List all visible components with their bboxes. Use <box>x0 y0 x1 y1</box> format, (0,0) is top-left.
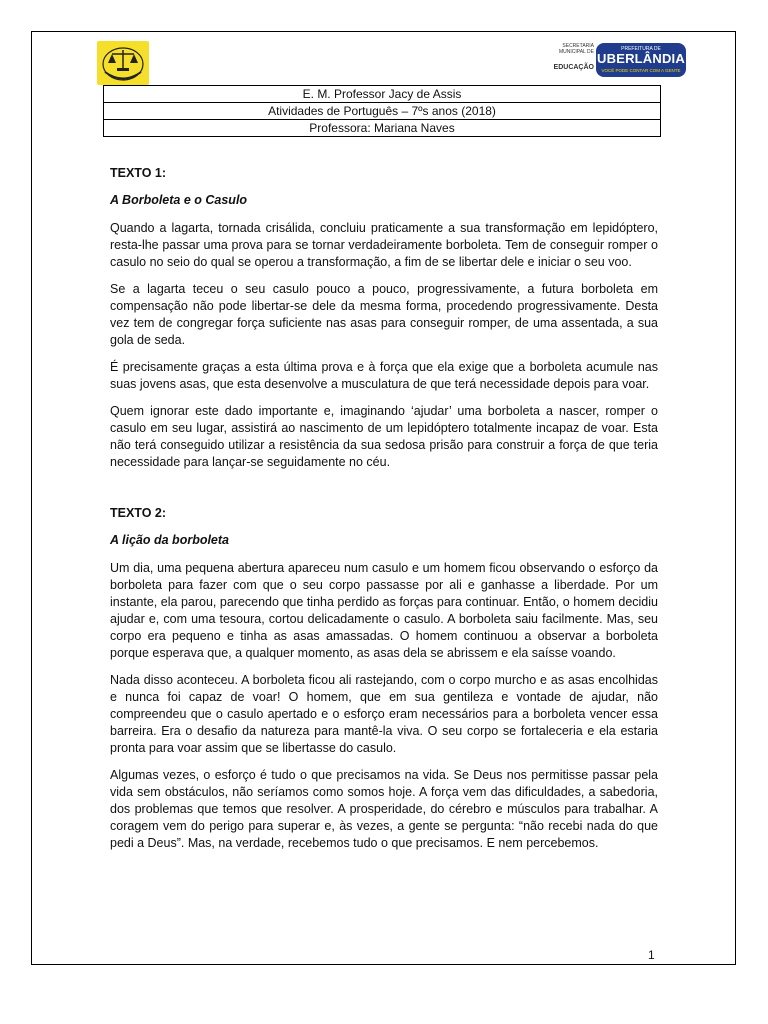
course-title: Atividades de Português – 7ºs anos (2018) <box>104 103 661 120</box>
texto2-heading: TEXTO 2: <box>110 506 167 520</box>
texto2-title: A lição da borboleta <box>110 533 230 547</box>
education-secretariat-label: SECRETARIA MUNICIPAL DE <box>558 43 594 55</box>
texto2-paragraph: Algumas vezes, o esforço é tudo o que precisamos na vida. Se Deus nos permitisse passar pela vida sem obstáculos, não seríamos como somos hoje. A força vem das dificuldades, a sabedoria, dos problemas que temos que resolver. A prosperidade, do cérebro e músculos para trabalhar. A coragem vem do perigo para superar e, às vezes, a gente se pergunta: “não recebi nada do que pedi a Deus”. Mas, na verdade, recebemos tudo o que precisamos. E nem percebemos. <box>110 768 658 850</box>
texto1-title: A Borboleta e o Casulo <box>110 193 248 207</box>
texto2-paragraph: Um dia, uma pequena abertura apareceu num casulo e um homem ficou observando o esforço da borboleta para fazer com que o seu corpo passasse por ali e ganhasse a liberdade. Por um instante, ela parou, parecendo que tinha perdido as forças para continuar. Então, o homem decidiu ajudar e, com uma tesoura, cortou delicadamente o casulo. A borboleta saiu facilmente. Mas, seu corpo era pequeno e tinha as asas amassadas. O homem continuou a observar a borboleta porque esperava que, a qualquer momento, as asas dela se abrissem e ela saísse voando. <box>110 561 658 660</box>
texto1-paragraph: Se a lagarta teceu o seu casulo pouco a pouco, progressivamente, a futura borboleta em compensação não pode libertar-se dele da mesma forma, procedendo progressivamente. Desta vez tem de congregar força suficiente nas asas para conseguir romper, de uma assentada, a sua gola de seda. <box>110 282 658 347</box>
school-seal-logo <box>97 41 149 85</box>
teacher-name: Professora: Mariana Naves <box>104 120 661 137</box>
prefeitura-slogan: VOCÊ PODE CONTAR COM A GENTE <box>601 68 681 73</box>
prefeitura-city-name: UBERLÂNDIA <box>597 51 685 66</box>
texto1-heading: TEXTO 1: <box>110 166 167 180</box>
document-body <box>110 165 658 852</box>
page-number: 1 <box>648 948 655 962</box>
school-name: E. M. Professor Jacy de Assis <box>104 86 661 103</box>
prefeitura-badge <box>596 43 686 77</box>
header-table <box>103 85 661 137</box>
prefeitura-top-text: PREFEITURA DE <box>621 46 661 52</box>
texto1-paragraph: Quando a lagarta, tornada crisálida, concluiu praticamente a sua transformação em lepidóptero, resta-lhe passar uma prova para se tornar verdadeiramente borboleta. Tem de conseguir romper o casulo no seio do qual se operou a transformação, a fim de se libertar dele e iniciar o seu voo. <box>110 221 658 269</box>
texto2-paragraph: Nada disso aconteceu. A borboleta ficou ali rastejando, com o corpo murcho e as asas encolhidas e nunca foi capaz de voar! O homem, que em sua gentileza e vontade de ajudar, não compreendeu que o casulo apertado e o esforço eram necessários para a borboleta vencer essa barreira. Era o desafio da natureza para mantê-la viva. O seu corpo se fortaleceria e ela estaria pronta para voar assim que se libertasse do casulo. <box>110 673 658 755</box>
prefeitura-uberlandia-logo <box>552 43 686 77</box>
texto1-paragraph: Quem ignorar este dado importante e, imaginando ‘ajudar’ uma borboleta a nascer, romper o casulo em seu lugar, assistirá ao nascimento de um lepidóptero totalmente incapaz de voar. Esta não terá conseguido utilizar a resistência da sua sedosa prisão para construir a força de que teria necessidade para lançar-se seguidamente no céu. <box>110 404 658 469</box>
education-label: EDUCAÇÃO <box>553 64 594 71</box>
texto1-paragraph: É precisamente graças a esta última prova e à força que ela exige que a borboleta acumule nas suas jovens asas, que esta desenvolve a musculatura de que terá necessidade depois para voar. <box>110 360 658 391</box>
